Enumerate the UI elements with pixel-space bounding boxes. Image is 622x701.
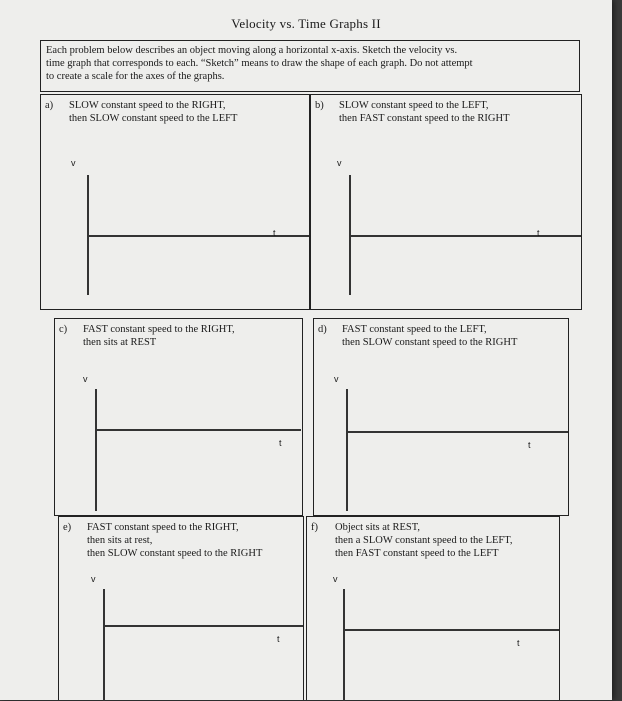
panel-f-t-axis	[343, 629, 559, 631]
panel-c-v-label: v	[83, 374, 88, 384]
panel-c-line-1: FAST constant speed to the RIGHT,	[83, 324, 235, 335]
panel-d-v-axis	[346, 389, 348, 511]
panel-a-t-label: t	[273, 228, 276, 238]
panel-a-line-2: then SLOW constant speed to the LEFT	[69, 113, 238, 124]
panel-a	[40, 94, 310, 310]
instructions-line-2: time graph that corresponds to each. “Sketch” means to draw the shape of each graph. Do not attempt	[46, 58, 473, 69]
panel-d-v-label: v	[334, 374, 339, 384]
panel-e-letter: e)	[63, 522, 72, 533]
panel-a-letter: a)	[45, 100, 54, 111]
instructions-line-3: to create a scale for the axes of the graphs.	[46, 71, 225, 82]
instructions-box	[40, 40, 580, 92]
panel-f-line-3: then FAST constant speed to the LEFT	[335, 548, 499, 559]
panel-c-t-label: t	[279, 438, 282, 448]
panel-d-t-label: t	[528, 440, 531, 450]
panel-b-line-2: then FAST constant speed to the RIGHT	[339, 113, 510, 124]
panel-e	[58, 516, 304, 700]
panel-f-letter: f)	[311, 522, 318, 533]
panel-d-t-axis	[346, 431, 568, 433]
panel-e-line-3: then SLOW constant speed to the RIGHT	[87, 548, 263, 559]
panel-e-line-2: then sits at rest,	[87, 535, 153, 546]
page-title: Velocity vs. Time Graphs II	[231, 16, 381, 31]
panel-b-letter: b)	[315, 100, 324, 111]
panel-e-t-axis	[103, 625, 303, 627]
panel-f-line-1: Object sits at REST,	[335, 522, 420, 533]
panel-b-t-label: t	[537, 228, 540, 238]
panel-f-v-label: v	[333, 574, 338, 584]
panel-b-t-axis	[349, 235, 581, 237]
panel-c-letter: c)	[59, 324, 68, 335]
panel-f-line-2: then a SLOW constant speed to the LEFT,	[335, 535, 513, 546]
panel-d-letter: d)	[318, 324, 327, 335]
panel-c	[54, 318, 303, 516]
panel-a-v-label: v	[71, 158, 76, 168]
panel-d-line-1: FAST constant speed to the LEFT,	[342, 324, 487, 335]
panel-e-v-axis	[103, 589, 105, 701]
panel-e-v-label: v	[91, 574, 96, 584]
panel-f	[306, 516, 560, 700]
panel-b-v-label: v	[337, 158, 342, 168]
panel-b	[310, 94, 582, 310]
panel-b-line-1: SLOW constant speed to the LEFT,	[339, 100, 489, 111]
panel-e-line-1: FAST constant speed to the RIGHT,	[87, 522, 239, 533]
panel-c-v-axis	[95, 389, 97, 511]
panel-d	[313, 318, 569, 516]
panel-d-line-2: then SLOW constant speed to the RIGHT	[342, 337, 518, 348]
panel-f-t-label: t	[517, 638, 520, 648]
instructions-line-1: Each problem below describes an object moving along a horizontal x-axis. Sketch the velocity vs.	[46, 45, 458, 56]
panel-a-line-1: SLOW constant speed to the RIGHT,	[69, 100, 226, 111]
panel-c-t-axis	[95, 429, 301, 431]
panel-f-v-axis	[343, 589, 345, 701]
panel-e-t-label: t	[277, 634, 280, 644]
panel-c-line-2: then sits at REST	[83, 337, 157, 348]
